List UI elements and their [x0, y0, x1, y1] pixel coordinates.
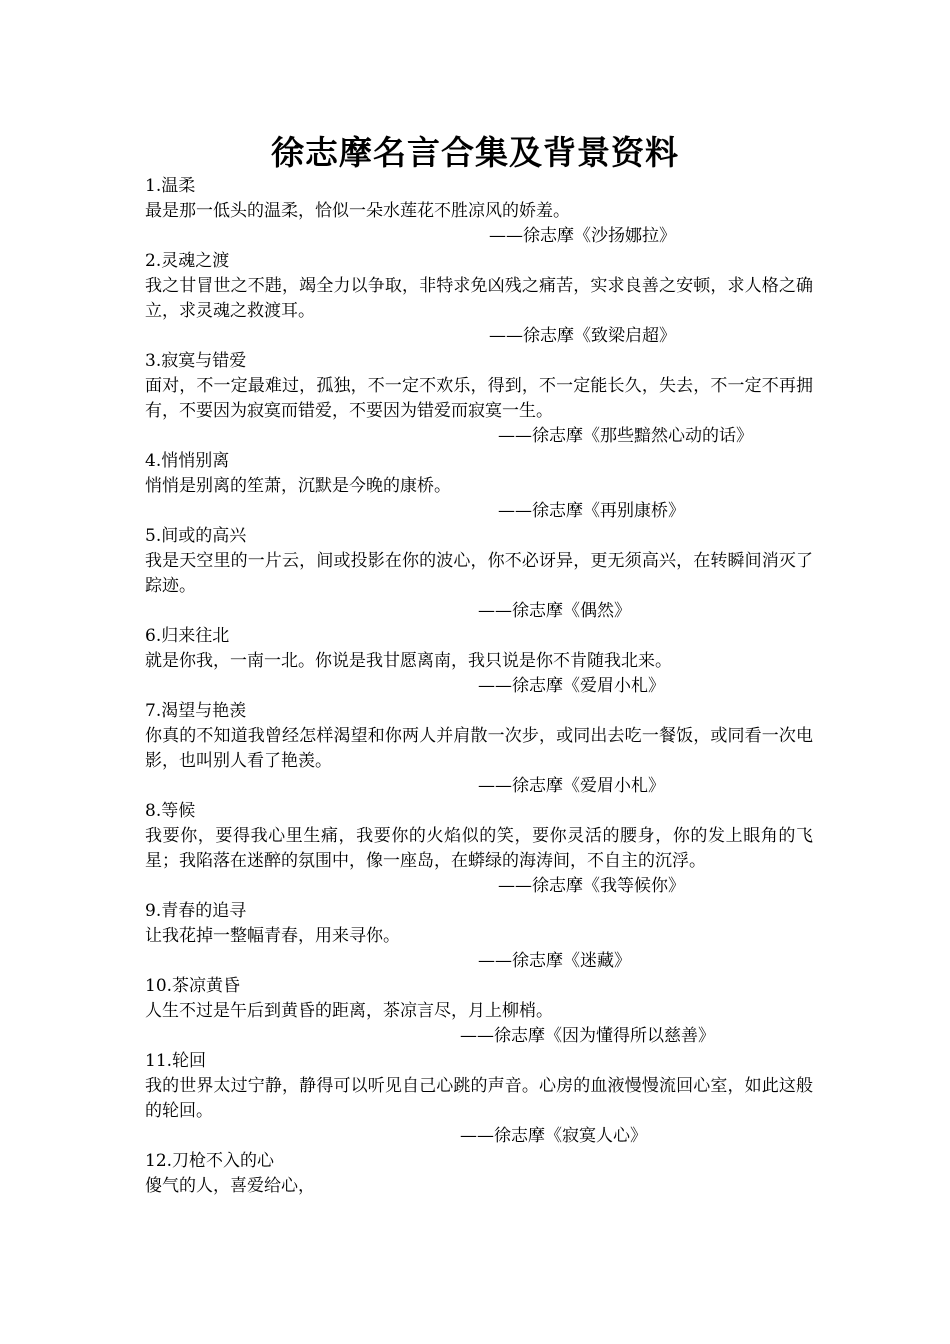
- quote-heading: 3.寂寞与错爱: [145, 351, 247, 371]
- quote-entry: [145, 974, 813, 1049]
- quote-heading: 4.悄悄别离: [145, 451, 230, 471]
- quote-entry: [145, 699, 813, 799]
- quote-source: ——徐志摩《因为懂得所以慈善》: [460, 1026, 715, 1046]
- quote-entry: [145, 1049, 813, 1149]
- quote-list: [145, 174, 813, 1199]
- quote-source: ——徐志摩《那些黯然心动的话》: [498, 426, 753, 446]
- quote-heading: 9.青春的追寻: [145, 901, 247, 921]
- quote-source: ——徐志摩《偶然》: [478, 601, 631, 621]
- quote-text: 最是那一低头的温柔，恰似一朵水莲花不胜凉风的娇羞。: [145, 201, 570, 221]
- quote-entry: [145, 449, 813, 524]
- quote-entry: [145, 524, 813, 624]
- quote-text: 傻气的人，喜爱给心，: [145, 1176, 315, 1196]
- quote-text: 我的世界太过宁静，静得可以听见自己心跳的声音。心房的血液慢慢流回心室，如此这般的轮回。: [145, 1076, 813, 1121]
- quote-heading: 5.间或的高兴: [145, 526, 247, 546]
- quote-text: 面对，不一定最难过，孤独，不一定不欢乐，得到，不一定能长久，失去，不一定不再拥有，不要因为寂寞而错爱，不要因为错爱而寂寞一生。: [145, 376, 813, 421]
- quote-heading: 7.渴望与艳羡: [145, 701, 247, 721]
- quote-source: ——徐志摩《沙扬娜拉》: [489, 226, 676, 246]
- quote-heading: 1.温柔: [145, 176, 196, 196]
- quote-entry: [145, 249, 813, 349]
- quote-heading: 12.刀枪不入的心: [145, 1151, 275, 1171]
- page-title: 徐志摩名言合集及背景资料: [271, 133, 679, 172]
- quote-heading: 6.归来往北: [145, 626, 230, 646]
- quote-entry: [145, 349, 813, 449]
- quote-source: ——徐志摩《寂寞人心》: [460, 1126, 647, 1146]
- quote-source: ——徐志摩《爱眉小札》: [478, 676, 665, 696]
- quote-source: ——徐志摩《迷藏》: [478, 951, 631, 971]
- quote-heading: 11.轮回: [145, 1051, 207, 1071]
- quote-text: 人生不过是午后到黄昏的距离，茶凉言尽，月上柳梢。: [145, 1001, 553, 1021]
- quote-source: ——徐志摩《再别康桥》: [498, 501, 685, 521]
- quote-text: 我要你，要得我心里生痛，我要你的火焰似的笑，要你灵活的腰身，你的发上眼角的飞星；我陷落在迷醉的氛围中，像一座岛，在蟒绿的海涛间，不自主的沉浮。: [145, 826, 813, 871]
- quote-text: 我是天空里的一片云，间或投影在你的波心，你不必讶异，更无须高兴，在转瞬间消灭了踪迹。: [145, 551, 813, 596]
- quote-text: 你真的不知道我曾经怎样渴望和你两人并肩散一次步，或同出去吃一餐饭，或同看一次电影，也叫别人看了艳羡。: [145, 726, 813, 771]
- quote-text: 就是你我，一南一北。你说是我甘愿离南，我只说是你不肯随我北来。: [145, 651, 672, 671]
- quote-text: 悄悄是别离的笙萧，沉默是今晚的康桥。: [145, 476, 451, 496]
- quote-heading: 10.茶凉黄昏: [145, 976, 241, 996]
- quote-heading: 2.灵魂之渡: [145, 251, 230, 271]
- quote-text: 让我花掉一整幅青春，用来寻你。: [145, 926, 400, 946]
- quote-source: ——徐志摩《爱眉小札》: [478, 776, 665, 796]
- quote-entry: [145, 624, 813, 699]
- quote-entry: [145, 799, 813, 899]
- quote-heading: 8.等候: [145, 801, 196, 821]
- quote-source: ——徐志摩《致梁启超》: [489, 326, 676, 346]
- quote-entry: [145, 899, 813, 974]
- quote-text: 我之甘冒世之不韪，竭全力以争取，非特求免凶残之痛苦，实求良善之安顿，求人格之确立，求灵魂之救渡耳。: [145, 276, 813, 321]
- quote-source: ——徐志摩《我等候你》: [498, 876, 685, 896]
- quote-entry: [145, 1149, 813, 1199]
- quote-entry: [145, 174, 813, 249]
